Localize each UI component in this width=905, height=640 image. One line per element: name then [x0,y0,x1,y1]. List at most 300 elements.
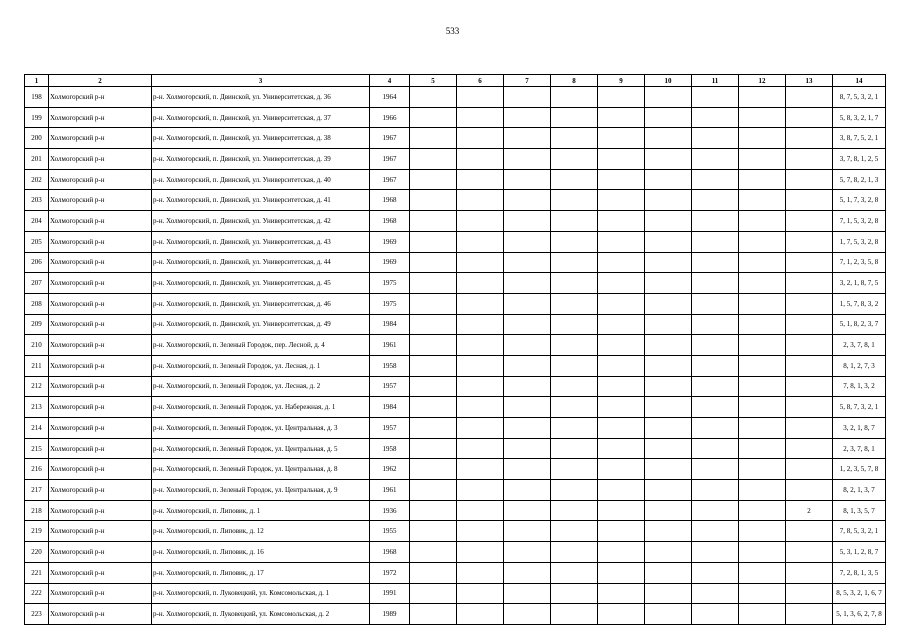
column-14-cell: 3, 8, 7, 5, 2, 1 [833,128,886,149]
column-9-cell [598,231,645,252]
district-cell: Холмогорский р-н [49,376,152,397]
column-12-cell [739,128,786,149]
column-8-cell [551,87,598,108]
column-13-cell [786,397,833,418]
address-cell: р-н. Холмогорский, п. Липовик, д. 16 [152,542,370,563]
column-14-cell: 3, 7, 8, 1, 2, 5 [833,149,886,170]
table-row [25,459,886,480]
column-12-cell [739,521,786,542]
column-10-cell [645,211,692,232]
column-9-cell [598,438,645,459]
district-cell: Холмогорский р-н [49,542,152,563]
column-6-cell [457,459,504,480]
column-5-cell [410,542,457,563]
table-row [25,107,886,128]
column-9-cell [598,149,645,170]
column-12-cell [739,314,786,335]
column-10-cell [645,190,692,211]
address-cell: р-н. Холмогорский, п. Зеленый Городок, ул. Центральная, д. 5 [152,438,370,459]
column-9-cell [598,542,645,563]
address-cell: р-н. Холмогорский, п. Луковецкий, ул. Комсомольская, д. 2 [152,604,370,625]
district-cell: Холмогорский р-н [49,355,152,376]
column-8-cell [551,459,598,480]
column-10-cell [645,397,692,418]
column-5-cell [410,293,457,314]
address-cell: р-н. Холмогорский, п. Луковецкий, ул. Комсомольская, д. 1 [152,583,370,604]
column-12-cell [739,335,786,356]
address-cell: р-н. Холмогорский, п. Двинской, ул. Университетская, д. 43 [152,231,370,252]
address-cell: р-н. Холмогорский, п. Двинской, ул. Университетская, д. 42 [152,211,370,232]
column-13-cell [786,542,833,563]
column-12-cell [739,107,786,128]
column-header-11: 11 [692,75,739,87]
column-8-cell [551,480,598,501]
column-12-cell [739,355,786,376]
row-number-cell: 213 [25,397,49,418]
column-5-cell [410,252,457,273]
column-7-cell [504,480,551,501]
column-7-cell [504,314,551,335]
row-number-cell: 209 [25,314,49,335]
table-row [25,500,886,521]
column-5-cell [410,335,457,356]
column-8-cell [551,521,598,542]
table-row [25,438,886,459]
column-8-cell [551,231,598,252]
column-13-cell [786,583,833,604]
column-13-cell [786,107,833,128]
column-5-cell [410,128,457,149]
column-9-cell [598,459,645,480]
year-cell: 1972 [370,562,410,583]
district-cell: Холмогорский р-н [49,87,152,108]
column-10-cell [645,542,692,563]
district-cell: Холмогорский р-н [49,211,152,232]
column-6-cell [457,211,504,232]
row-number-cell: 200 [25,128,49,149]
column-12-cell [739,480,786,501]
column-11-cell [692,87,739,108]
column-14-cell: 1, 5, 7, 8, 3, 2 [833,293,886,314]
column-10-cell [645,355,692,376]
address-cell: р-н. Холмогорский, п. Двинской, ул. Университетская, д. 44 [152,252,370,273]
address-cell: р-н. Холмогорский, п. Зеленый Городок, ул. Лесная, д. 2 [152,376,370,397]
column-13-cell [786,231,833,252]
year-cell: 1989 [370,604,410,625]
column-11-cell [692,355,739,376]
column-13-cell [786,355,833,376]
column-14-cell: 7, 1, 2, 3, 5, 8 [833,252,886,273]
column-6-cell [457,335,504,356]
table-row [25,273,886,294]
column-14-cell: 2, 3, 7, 8, 1 [833,335,886,356]
address-cell: р-н. Холмогорский, п. Двинской, ул. Университетская, д. 40 [152,169,370,190]
row-number-cell: 210 [25,335,49,356]
column-9-cell [598,128,645,149]
column-9-cell [598,521,645,542]
column-6-cell [457,376,504,397]
column-11-cell [692,542,739,563]
column-9-cell [598,211,645,232]
column-11-cell [692,459,739,480]
column-12-cell [739,87,786,108]
row-number-cell: 199 [25,107,49,128]
column-header-6: 6 [457,75,504,87]
column-10-cell [645,480,692,501]
table-row [25,418,886,439]
district-cell: Холмогорский р-н [49,480,152,501]
column-8-cell [551,107,598,128]
address-cell: р-н. Холмогорский, п. Зеленый Городок, ул. Центральная, д. 8 [152,459,370,480]
year-cell: 1968 [370,211,410,232]
column-5-cell [410,149,457,170]
column-10-cell [645,314,692,335]
row-number-cell: 208 [25,293,49,314]
column-12-cell [739,211,786,232]
column-5-cell [410,211,457,232]
column-13-cell [786,521,833,542]
column-8-cell [551,542,598,563]
page-number: 533 [445,26,460,36]
column-6-cell [457,87,504,108]
column-8-cell [551,314,598,335]
column-6-cell [457,314,504,335]
table-row [25,190,886,211]
table-row [25,397,886,418]
column-header-1: 1 [25,75,49,87]
column-5-cell [410,604,457,625]
column-8-cell [551,190,598,211]
column-12-cell [739,169,786,190]
district-cell: Холмогорский р-н [49,459,152,480]
column-9-cell [598,604,645,625]
column-11-cell [692,293,739,314]
table-row [25,252,886,273]
column-13-cell [786,418,833,439]
district-cell: Холмогорский р-н [49,562,152,583]
column-12-cell [739,459,786,480]
column-8-cell [551,604,598,625]
column-5-cell [410,273,457,294]
column-5-cell [410,583,457,604]
column-8-cell [551,397,598,418]
column-14-cell: 5, 8, 3, 2, 1, 7 [833,107,886,128]
table-row [25,604,886,625]
column-7-cell [504,500,551,521]
column-9-cell [598,397,645,418]
column-12-cell [739,604,786,625]
column-11-cell [692,169,739,190]
column-11-cell [692,149,739,170]
column-10-cell [645,376,692,397]
column-8-cell [551,211,598,232]
table-row [25,149,886,170]
row-number-cell: 202 [25,169,49,190]
district-cell: Холмогорский р-н [49,604,152,625]
column-8-cell [551,376,598,397]
district-cell: Холмогорский р-н [49,128,152,149]
table-row [25,521,886,542]
address-cell: р-н. Холмогорский, п. Липовик, д. 12 [152,521,370,542]
column-11-cell [692,562,739,583]
column-7-cell [504,107,551,128]
column-11-cell [692,438,739,459]
column-7-cell [504,273,551,294]
column-10-cell [645,521,692,542]
column-14-cell: 5, 1, 8, 2, 3, 7 [833,314,886,335]
column-10-cell [645,500,692,521]
address-cell: р-н. Холмогорский, п. Зеленый Городок, ул. Центральная, д. 9 [152,480,370,501]
column-10-cell [645,169,692,190]
column-10-cell [645,107,692,128]
column-6-cell [457,107,504,128]
district-cell: Холмогорский р-н [49,107,152,128]
column-10-cell [645,335,692,356]
column-14-cell: 8, 5, 3, 2, 1, 6, 7 [833,583,886,604]
column-6-cell [457,397,504,418]
table-row [25,293,886,314]
column-8-cell [551,293,598,314]
row-number-cell: 219 [25,521,49,542]
column-12-cell [739,418,786,439]
column-13-cell: 2 [786,500,833,521]
column-14-cell: 3, 2, 1, 8, 7, 5 [833,273,886,294]
column-8-cell [551,438,598,459]
column-13-cell [786,562,833,583]
column-5-cell [410,107,457,128]
row-number-cell: 206 [25,252,49,273]
column-7-cell [504,190,551,211]
column-header-4: 4 [370,75,410,87]
column-7-cell [504,252,551,273]
address-cell: р-н. Холмогорский, п. Зеленый Городок, ул. Лесная, д. 1 [152,355,370,376]
district-cell: Холмогорский р-н [49,231,152,252]
column-5-cell [410,438,457,459]
table-row [25,542,886,563]
table-row [25,169,886,190]
column-10-cell [645,583,692,604]
column-9-cell [598,376,645,397]
district-cell: Холмогорский р-н [49,293,152,314]
column-5-cell [410,397,457,418]
column-9-cell [598,190,645,211]
column-14-cell: 1, 7, 5, 3, 2, 8 [833,231,886,252]
column-5-cell [410,231,457,252]
column-11-cell [692,418,739,439]
column-14-cell: 8, 2, 1, 3, 7 [833,480,886,501]
column-6-cell [457,128,504,149]
year-cell: 1966 [370,107,410,128]
column-12-cell [739,542,786,563]
table-row [25,376,886,397]
column-5-cell [410,355,457,376]
column-6-cell [457,604,504,625]
address-cell: р-н. Холмогорский, п. Двинской, ул. Университетская, д. 38 [152,128,370,149]
year-cell: 1936 [370,500,410,521]
table-row [25,231,886,252]
row-number-cell: 216 [25,459,49,480]
column-13-cell [786,293,833,314]
column-9-cell [598,87,645,108]
address-cell: р-н. Холмогорский, п. Зеленый Городок, пер. Лесной, д. 4 [152,335,370,356]
column-11-cell [692,128,739,149]
column-5-cell [410,480,457,501]
row-number-cell: 222 [25,583,49,604]
column-8-cell [551,252,598,273]
year-cell: 1969 [370,252,410,273]
column-14-cell: 5, 3, 1, 2, 8, 7 [833,542,886,563]
district-cell: Холмогорский р-н [49,273,152,294]
column-10-cell [645,273,692,294]
column-6-cell [457,252,504,273]
column-header-2: 2 [49,75,152,87]
column-10-cell [645,231,692,252]
row-number-cell: 198 [25,87,49,108]
column-7-cell [504,293,551,314]
column-header-3: 3 [152,75,370,87]
column-12-cell [739,273,786,294]
district-cell: Холмогорский р-н [49,314,152,335]
column-5-cell [410,87,457,108]
year-cell: 1967 [370,128,410,149]
column-11-cell [692,397,739,418]
table-row [25,335,886,356]
column-10-cell [645,562,692,583]
row-number-cell: 217 [25,480,49,501]
column-14-cell: 1, 2, 3, 5, 7, 8 [833,459,886,480]
row-number-cell: 221 [25,562,49,583]
column-13-cell [786,252,833,273]
column-12-cell [739,190,786,211]
column-12-cell [739,293,786,314]
housing-register-table [24,74,886,625]
column-14-cell: 5, 1, 7, 3, 2, 8 [833,190,886,211]
column-9-cell [598,273,645,294]
column-7-cell [504,438,551,459]
district-cell: Холмогорский р-н [49,335,152,356]
table-row [25,562,886,583]
column-12-cell [739,376,786,397]
column-10-cell [645,438,692,459]
column-13-cell [786,128,833,149]
column-6-cell [457,169,504,190]
column-10-cell [645,149,692,170]
column-6-cell [457,149,504,170]
address-cell: р-н. Холмогорский, п. Двинской, ул. Университетская, д. 41 [152,190,370,211]
column-9-cell [598,418,645,439]
column-12-cell [739,583,786,604]
column-14-cell: 3, 2, 1, 8, 7 [833,418,886,439]
column-10-cell [645,418,692,439]
column-12-cell [739,397,786,418]
column-9-cell [598,293,645,314]
column-7-cell [504,376,551,397]
column-9-cell [598,335,645,356]
column-5-cell [410,418,457,439]
column-13-cell [786,314,833,335]
district-cell: Холмогорский р-н [49,521,152,542]
column-9-cell [598,314,645,335]
column-10-cell [645,604,692,625]
year-cell: 1955 [370,521,410,542]
table-header-row [25,75,886,87]
column-9-cell [598,169,645,190]
year-cell: 1969 [370,231,410,252]
address-cell: р-н. Холмогорский, п. Двинской, ул. Университетская, д. 45 [152,273,370,294]
column-7-cell [504,231,551,252]
column-11-cell [692,107,739,128]
column-13-cell [786,438,833,459]
district-cell: Холмогорский р-н [49,438,152,459]
column-header-5: 5 [410,75,457,87]
table-row [25,480,886,501]
year-cell: 1975 [370,273,410,294]
row-number-cell: 223 [25,604,49,625]
column-6-cell [457,542,504,563]
column-14-cell: 8, 1, 2, 7, 3 [833,355,886,376]
column-14-cell: 7, 1, 5, 3, 2, 8 [833,211,886,232]
column-6-cell [457,562,504,583]
column-13-cell [786,169,833,190]
column-11-cell [692,376,739,397]
column-13-cell [786,190,833,211]
table-row [25,583,886,604]
row-number-cell: 207 [25,273,49,294]
column-14-cell: 8, 1, 3, 5, 7 [833,500,886,521]
district-cell: Холмогорский р-н [49,500,152,521]
column-header-10: 10 [645,75,692,87]
column-5-cell [410,169,457,190]
column-13-cell [786,459,833,480]
column-7-cell [504,542,551,563]
column-13-cell [786,211,833,232]
column-6-cell [457,293,504,314]
column-header-9: 9 [598,75,645,87]
column-9-cell [598,355,645,376]
column-14-cell: 7, 8, 5, 3, 2, 1 [833,521,886,542]
column-12-cell [739,149,786,170]
column-11-cell [692,335,739,356]
column-13-cell [786,149,833,170]
table-row [25,87,886,108]
column-11-cell [692,231,739,252]
column-13-cell [786,335,833,356]
district-cell: Холмогорский р-н [49,418,152,439]
table-row [25,128,886,149]
column-5-cell [410,521,457,542]
column-7-cell [504,562,551,583]
row-number-cell: 203 [25,190,49,211]
year-cell: 1984 [370,397,410,418]
column-6-cell [457,438,504,459]
column-header-13: 13 [786,75,833,87]
column-11-cell [692,500,739,521]
column-header-8: 8 [551,75,598,87]
row-number-cell: 205 [25,231,49,252]
column-14-cell: 5, 7, 8, 2, 1, 3 [833,169,886,190]
column-6-cell [457,273,504,294]
column-7-cell [504,583,551,604]
address-cell: р-н. Холмогорский, п. Двинской, ул. Университетская, д. 37 [152,107,370,128]
column-5-cell [410,190,457,211]
column-8-cell [551,562,598,583]
column-7-cell [504,521,551,542]
column-10-cell [645,459,692,480]
district-cell: Холмогорский р-н [49,169,152,190]
column-7-cell [504,87,551,108]
column-9-cell [598,252,645,273]
column-13-cell [786,273,833,294]
